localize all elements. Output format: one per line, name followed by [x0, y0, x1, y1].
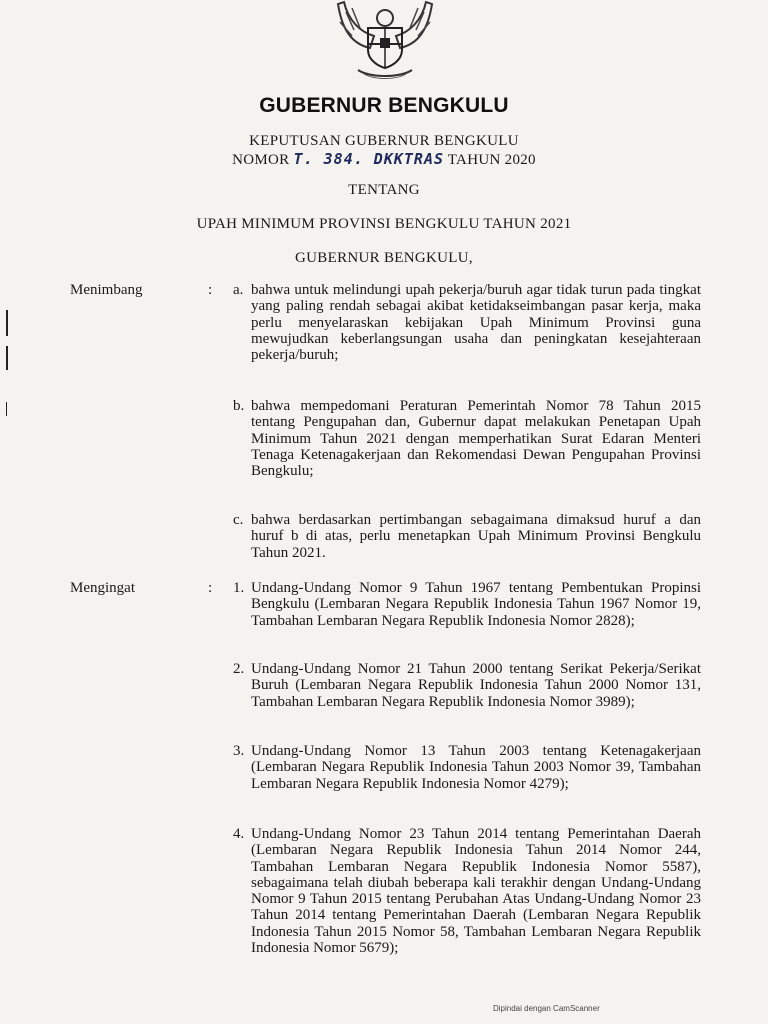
scan-margin-mark	[6, 310, 8, 336]
mengingat-colon: :	[208, 580, 213, 596]
scan-margin-mark	[6, 402, 7, 416]
mengingat-item-3	[233, 743, 701, 792]
item-text: bahwa berdasarkan pertimbangan sebagaimana dimaksud huruf a dan huruf b di atas, perlu menetapkan Upah Minimum Provinsi Bengkulu Tahun 2021.	[251, 512, 701, 561]
number-prefix: NOMOR	[232, 152, 290, 168]
item-marker: a.	[233, 282, 244, 298]
mengingat-item-4	[233, 826, 701, 956]
item-text: bahwa untuk melindungi upah pekerja/buruh agar tidak turun pada tingkat yang paling rendah sebagai akibat ketidakseimbangan pasar kerja, maka perlu menyelaraskan kebijakan Upah Minimum Provinsi guna mewujudkan keberlangsungan usaha dan peningkatan kesejahteraan pekerja/buruh;	[251, 282, 701, 364]
item-text: Undang-Undang Nomor 21 Tahun 2000 tentang Serikat Pekerja/Serikat Buruh (Lembaran Negara Republik Indonesia Tahun 2000 Nomor 131, Tambahan Lembaran Negara Republik Indonesia Nomor 3989);	[251, 661, 701, 710]
mengingat-item-2	[233, 661, 701, 710]
issuer-heading: GUBERNUR BENGKULU,	[295, 250, 473, 266]
item-marker: 4.	[233, 826, 245, 842]
number-year: TAHUN 2020	[447, 152, 536, 168]
item-text: Undang-Undang Nomor 9 Tahun 1967 tentang Pembentukan Propinsi Bengkulu (Lembaran Negara Republik Indonesia Tahun 1967 Nomor 19, Tambahan Lembaran Negara Republik Indonesia Nomor 2828);	[251, 580, 701, 629]
menimbang-item-c	[233, 512, 701, 561]
menimbang-item-a	[233, 282, 701, 363]
decree-heading: KEPUTUSAN GUBERNUR BENGKULU	[249, 133, 519, 149]
item-text: Undang-Undang Nomor 13 Tahun 2003 tentang Ketenagakerjaan (Lembaran Negara Republik Indonesia Tahun 2003 Nomor 39, Tambahan Lembaran Negara Republik Indonesia Nomor 4279);	[251, 743, 701, 792]
garuda-emblem-icon	[330, 0, 440, 82]
menimbang-item-b	[233, 398, 701, 479]
item-marker: c.	[233, 512, 244, 528]
about-heading: TENTANG	[348, 182, 420, 198]
item-marker: b.	[233, 398, 245, 414]
item-text: bahwa mempedomani Peraturan Pemerintah Nomor 78 Tahun 2015 tentang Pengupahan dan, Gubernur dapat melakukan Penetapan Upah Minimum Tahun 2021 dengan memperhatikan Surat Edaran Menteri Tenaga Ketenagakerjaan dan Rekomendasi Dewan Pengupahan Provinsi Bengkulu;	[251, 398, 701, 480]
scan-margin-mark	[6, 346, 8, 370]
menimbang-colon: :	[208, 282, 213, 298]
menimbang-label: Menimbang	[70, 282, 143, 298]
decree-number-line	[0, 150, 768, 169]
governor-title: GUBERNUR BENGKULU	[259, 94, 509, 117]
item-marker: 1.	[233, 580, 245, 596]
mengingat-label: Mengingat	[70, 580, 135, 596]
item-marker: 2.	[233, 661, 245, 677]
handwritten-number: T. 384. DKKTRAS	[293, 150, 445, 168]
scanner-footer-note: Dipindai dengan CamScanner	[493, 1004, 600, 1013]
item-marker: 3.	[233, 743, 245, 759]
item-text: Undang-Undang Nomor 23 Tahun 2014 tentang Pemerintahan Daerah (Lembaran Negara Republik Indonesia Tahun 2014 Nomor 244, Tambahan Lembaran Negara Republik Indonesia Nomor 5587), sebagaimana telah diubah beberapa kali terakhir dengan Undang-Undang Nomor 9 Tahun 2015 tentang Perubahan Atas Undang-Undang Nomor 23 Tahun 2014 tentang Pemerintahan Daerah (Lembaran Negara Republik Indonesia Tahun 2015 Nomor 58, Tambahan Lembaran Negara Republik Indonesia Nomor 5679);	[251, 826, 701, 957]
subject-heading: UPAH MINIMUM PROVINSI BENGKULU TAHUN 2021	[196, 216, 572, 232]
mengingat-item-1	[233, 580, 701, 629]
